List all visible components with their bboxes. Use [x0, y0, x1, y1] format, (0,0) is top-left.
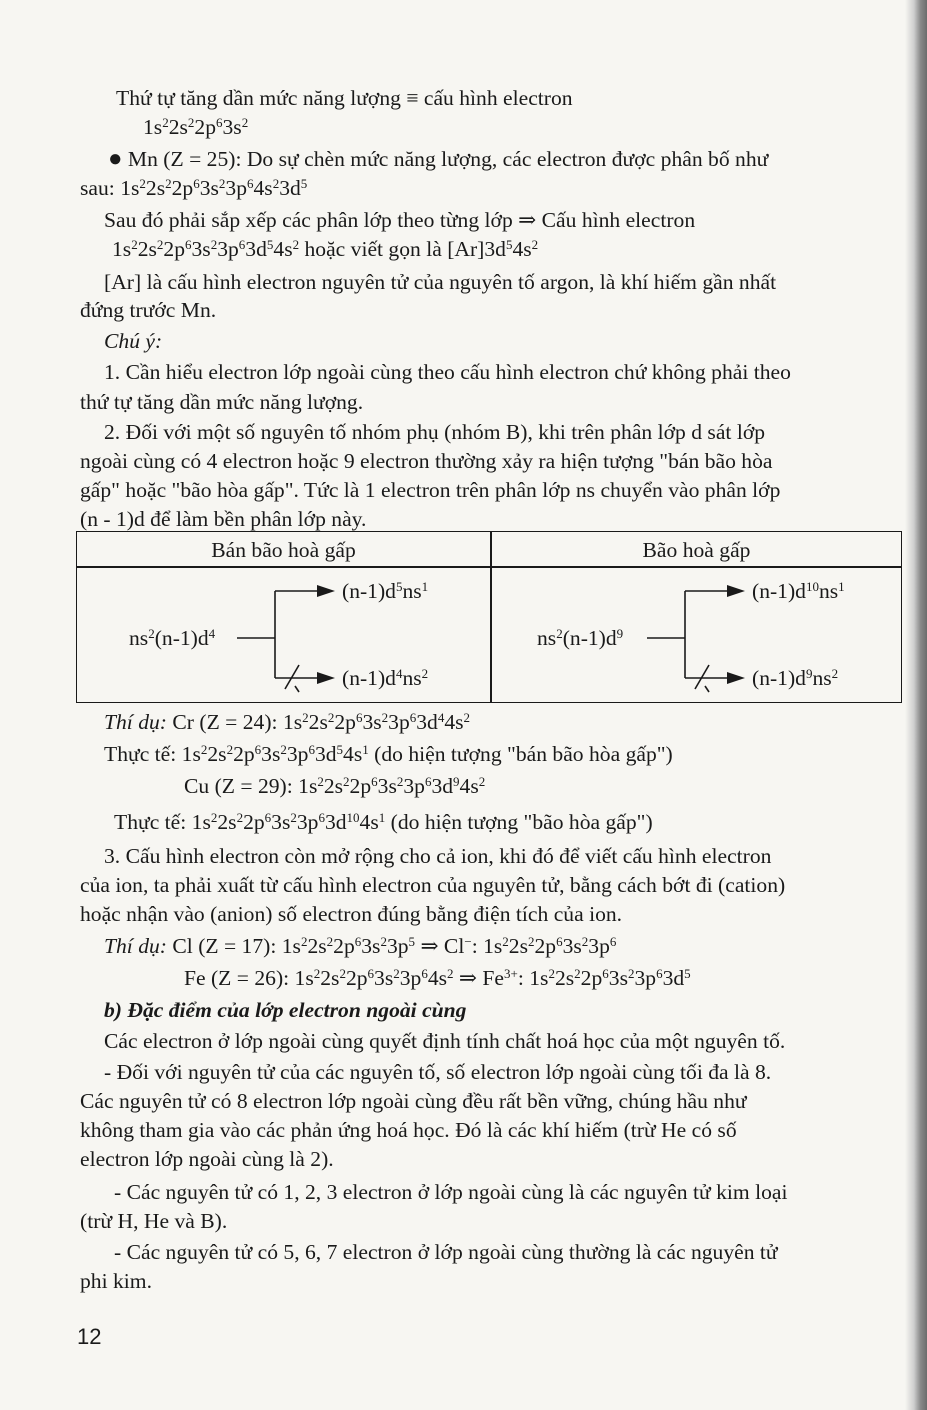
text-line: Thứ tự tăng dần mức năng lượng ≡ cấu hình electron: [116, 86, 573, 110]
mn-config-line: sau: $1s^22s^22p^63s^23p^64s^23d^5$: [80, 175, 308, 200]
cr-unfavored-config: $(n-1)d^4ns^2$: [342, 665, 429, 690]
text-line: (n - 1)d để làm bền phân lớp này.: [80, 507, 367, 531]
text-line: đứng trước Mn.: [80, 298, 217, 322]
cu-example: Cu (Z = 29): $1s^22s^22p^63s^23p^63d^94s^2$: [184, 773, 486, 798]
text-line: Sau đó phải sắp xếp các phân lớp theo từng lớp ⇒ Cấu hình electron: [104, 208, 696, 232]
fe-example: Fe (Z = 26): $1s^22s^22p^63s^23p^64s^2$ ⇒ $Fe^{3+}$: $1s^22s^22p^63s^23p^63d^5$: [184, 965, 691, 990]
table-header-left: Bán bão hoà gấp: [211, 538, 356, 562]
text-line: - Các nguyên tử có 5, 6, 7 electron ở lớp ngoài cùng thường là các nguyên tử: [114, 1240, 778, 1264]
cl-example: Thí dụ: Cl (Z = 17): $1s^22s^22p^63s^23p^5$ ⇒ Cl−: $1s^22s^22p^63s^23p^6$: [104, 933, 617, 958]
page-edge-shadow: [905, 0, 927, 1410]
cu-unfavored-config: $(n-1)d^9ns^2$: [752, 665, 839, 690]
text-line: thứ tự tăng dần mức năng lượng.: [80, 390, 364, 414]
cu-actual: Thực tế: $1s^22s^22p^63s^23p^63d^{10}4s^1$ (do hiện tượng "bão hòa gấp"): [114, 809, 653, 834]
cr-example: Thí dụ: Cr (Z = 24): $1s^22s^22p^63s^23p^63d^44s^2$: [104, 709, 471, 734]
table-header-right: Bão hoà gấp: [642, 538, 751, 562]
text-line: [Ar] là cấu hình electron nguyên tử của nguyên tố argon, là khí hiếm gần nhất: [104, 270, 777, 294]
text-line: ngoài cùng có 4 electron hoặc 9 electron thường xảy ra hiện tượng "bán bão hòa: [80, 449, 773, 473]
text-line: - Đối với nguyên tử của các nguyên tố, số electron lớp ngoài cùng tối đa là 8.: [104, 1060, 772, 1084]
text-line: phi kim.: [80, 1269, 152, 1293]
text-line: 3. Cấu hình electron còn mở rộng cho cả ion, khi đó để viết cấu hình electron: [104, 844, 772, 868]
note-heading: Chú ý:: [104, 329, 163, 353]
section-heading: b) Đặc điểm của lớp electron ngoài cùng: [104, 998, 467, 1022]
cr-half-filled-config: $(n-1)d^5ns^1$: [342, 578, 429, 603]
cr-ground-config: $ns^2(n-1)d^4$: [129, 625, 216, 650]
text-line: electron lớp ngoài cùng là 2).: [80, 1147, 334, 1171]
page-number: 12: [77, 1324, 102, 1349]
text-line: Các nguyên tử có 8 electron lớp ngoài cùng đều rất bền vững, chúng hầu như: [80, 1089, 747, 1113]
text-line: 2. Đối với một số nguyên tố nhóm phụ (nhóm B), khi trên phân lớp d sát lớp: [104, 420, 766, 444]
text-line: gấp" hoặc "bão hòa gấp". Tức là 1 electron trên phân lớp ns chuyển vào phân lớp: [80, 478, 781, 502]
text-line: hoặc nhận vào (anion) số electron đúng bằng điện tích của ion.: [80, 902, 623, 926]
transition-table: [76, 531, 902, 703]
text-line: không tham gia vào các phản ứng hoá học. Đó là các khí hiếm (trừ He có số: [80, 1118, 737, 1142]
text-line: của ion, ta phải xuất từ cấu hình electron của nguyên tử, bằng cách bớt đi (cation): [80, 873, 786, 897]
na-config: $1s^22s^22p^63s^2$: [143, 114, 249, 139]
text-line: 1. Cần hiểu electron lớp ngoài cùng theo cấu hình electron chứ không phải theo: [104, 360, 791, 384]
text-line: (trừ H, He và B).: [80, 1209, 228, 1233]
mn-final-config: $1s^22s^22p^63s^23p^63d^54s^2$ hoặc viết gọn là $[Ar]3d^54s^2$: [112, 236, 539, 261]
cr-actual: Thực tế: $1s^22s^22p^63s^23p^63d^54s^1$ (do hiện tượng "bán bão hòa gấp"): [104, 741, 673, 766]
mn-paragraph: ● Mn (Z = 25): Do sự chèn mức năng lượng, các electron được phân bố như: [108, 146, 769, 172]
cu-ground-config: $ns^2(n-1)d^9$: [537, 625, 624, 650]
text-line: Các electron ở lớp ngoài cùng quyết định tính chất hoá học của một nguyên tố.: [104, 1029, 786, 1053]
text-line: - Các nguyên tử có 1, 2, 3 electron ở lớp ngoài cùng là các nguyên tử kim loại: [114, 1180, 788, 1204]
cu-full-config: $(n-1)d^{10}ns^1$: [752, 578, 845, 603]
bullet: ●: [108, 146, 123, 172]
